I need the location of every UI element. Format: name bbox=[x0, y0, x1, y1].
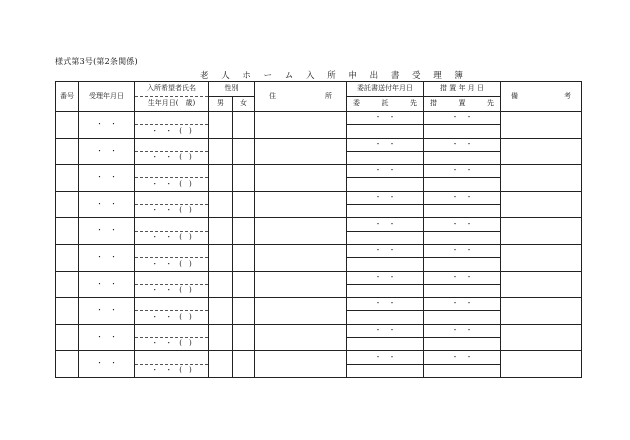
header-sex: 性別 bbox=[209, 82, 255, 97]
table-row bbox=[56, 244, 582, 257]
header-female: 女 bbox=[233, 97, 255, 112]
cell-measure-date[interactable] bbox=[424, 271, 501, 284]
cell-applicant-name[interactable] bbox=[135, 165, 209, 178]
cell-commission-dest[interactable] bbox=[347, 205, 424, 218]
cell-applicant-name[interactable] bbox=[135, 351, 209, 364]
received-date-dots: ・ ・ bbox=[96, 199, 117, 208]
cell-applicant-name[interactable] bbox=[135, 324, 209, 337]
cell-remarks[interactable] bbox=[501, 165, 582, 192]
cell-applicant-name[interactable] bbox=[135, 112, 209, 125]
commission-date-dots: ・ ・ bbox=[374, 326, 396, 335]
commission-date-dots: ・ ・ bbox=[374, 113, 396, 122]
cell-received-date[interactable] bbox=[79, 324, 135, 351]
cell-measure-date[interactable] bbox=[424, 191, 501, 204]
cell-female[interactable] bbox=[233, 271, 255, 298]
cell-remarks[interactable] bbox=[501, 298, 582, 325]
cell-commission-dest[interactable] bbox=[347, 364, 424, 377]
birth-date-dots: ・ ・ ( ) bbox=[151, 259, 192, 268]
birth-date-dots: ・ ・ ( ) bbox=[151, 286, 192, 295]
received-date-dots: ・ ・ bbox=[96, 306, 117, 315]
cell-measure-dest[interactable] bbox=[424, 125, 501, 138]
cell-measure-dest[interactable] bbox=[424, 231, 501, 244]
cell-address[interactable] bbox=[255, 165, 347, 192]
cell-male[interactable] bbox=[209, 138, 233, 165]
cell-male[interactable] bbox=[209, 351, 233, 378]
cell-measure-date[interactable] bbox=[424, 298, 501, 311]
cell-female[interactable] bbox=[233, 324, 255, 351]
header-commission-date: 委託書送付年月日 bbox=[347, 82, 424, 97]
cell-commission-date[interactable] bbox=[347, 244, 424, 257]
birth-date-dots: ・ ・ ( ) bbox=[151, 312, 192, 321]
cell-measure-date[interactable] bbox=[424, 138, 501, 151]
cell-birth-date[interactable] bbox=[135, 338, 209, 351]
cell-address[interactable] bbox=[255, 298, 347, 325]
cell-remarks[interactable] bbox=[501, 138, 582, 165]
table-row bbox=[56, 218, 582, 231]
commission-date-dots: ・ ・ bbox=[374, 352, 396, 361]
cell-received-date[interactable] bbox=[79, 218, 135, 245]
cell-applicant-name[interactable] bbox=[135, 138, 209, 151]
cell-commission-date[interactable] bbox=[347, 218, 424, 231]
cell-birth-date[interactable] bbox=[135, 151, 209, 164]
cell-commission-date[interactable] bbox=[347, 271, 424, 284]
measure-date-dots: ・ ・ bbox=[451, 166, 473, 175]
cell-address[interactable] bbox=[255, 324, 347, 351]
header-measure-dest: 措 置 先 bbox=[424, 97, 501, 112]
cell-commission-dest[interactable] bbox=[347, 284, 424, 297]
header-received-date: 受理年月日 bbox=[79, 82, 135, 112]
header-remarks bbox=[501, 82, 582, 112]
cell-address[interactable] bbox=[255, 271, 347, 298]
cell-measure-dest[interactable] bbox=[424, 151, 501, 164]
cell-received-date[interactable] bbox=[79, 298, 135, 325]
cell-number[interactable] bbox=[56, 351, 79, 378]
cell-female[interactable] bbox=[233, 244, 255, 271]
cell-measure-date[interactable] bbox=[424, 165, 501, 178]
cell-remarks[interactable] bbox=[501, 324, 582, 351]
commission-date-dots: ・ ・ bbox=[374, 193, 396, 202]
measure-date-dots: ・ ・ bbox=[451, 113, 473, 122]
cell-commission-date[interactable] bbox=[347, 138, 424, 151]
cell-measure-dest[interactable] bbox=[424, 178, 501, 191]
cell-address[interactable] bbox=[255, 351, 347, 378]
cell-commission-date[interactable] bbox=[347, 351, 424, 364]
cell-number[interactable] bbox=[56, 298, 79, 325]
header-remarks-right: 考 bbox=[564, 91, 571, 100]
table-row bbox=[56, 298, 582, 311]
cell-number[interactable] bbox=[56, 112, 79, 139]
cell-applicant-name[interactable] bbox=[135, 191, 209, 204]
cell-birth-date[interactable] bbox=[135, 284, 209, 297]
cell-male[interactable] bbox=[209, 298, 233, 325]
header-remarks-left: 備 bbox=[511, 91, 518, 100]
cell-received-date[interactable] bbox=[79, 271, 135, 298]
cell-number[interactable] bbox=[56, 218, 79, 245]
commission-date-dots: ・ ・ bbox=[374, 166, 396, 175]
cell-measure-dest[interactable] bbox=[424, 338, 501, 351]
measure-date-dots: ・ ・ bbox=[451, 326, 473, 335]
cell-female[interactable] bbox=[233, 298, 255, 325]
measure-date-dots: ・ ・ bbox=[451, 139, 473, 148]
header-number: 番号 bbox=[56, 82, 79, 112]
cell-male[interactable] bbox=[209, 165, 233, 192]
birth-date-dots: ・ ・ ( ) bbox=[151, 153, 192, 162]
cell-commission-dest[interactable] bbox=[347, 338, 424, 351]
commission-date-dots: ・ ・ bbox=[374, 272, 396, 281]
header-birth-date: 生年月日( 歳) bbox=[135, 97, 209, 112]
cell-commission-dest[interactable] bbox=[347, 231, 424, 244]
header-address-left: 住 bbox=[269, 91, 276, 100]
measure-date-dots: ・ ・ bbox=[451, 299, 473, 308]
received-date-dots: ・ ・ bbox=[96, 332, 117, 341]
table-row bbox=[56, 112, 582, 125]
received-date-dots: ・ ・ bbox=[96, 252, 117, 261]
cell-commission-date[interactable] bbox=[347, 165, 424, 178]
table-row bbox=[56, 138, 582, 151]
cell-female[interactable] bbox=[233, 218, 255, 245]
cell-commission-date[interactable] bbox=[347, 324, 424, 337]
cell-birth-date[interactable] bbox=[135, 178, 209, 191]
commission-date-dots: ・ ・ bbox=[374, 299, 396, 308]
cell-male[interactable] bbox=[209, 244, 233, 271]
measure-date-dots: ・ ・ bbox=[451, 352, 473, 361]
received-date-dots: ・ ・ bbox=[96, 359, 117, 368]
form-title: 老 人 ホ ー ム 入 所 申 出 書 受 理 簿 bbox=[200, 71, 468, 81]
birth-date-dots: ・ ・ ( ) bbox=[151, 206, 192, 215]
cell-applicant-name[interactable] bbox=[135, 244, 209, 257]
cell-received-date[interactable] bbox=[79, 351, 135, 378]
cell-number[interactable] bbox=[56, 191, 79, 218]
cell-address[interactable] bbox=[255, 112, 347, 139]
cell-male[interactable] bbox=[209, 191, 233, 218]
cell-received-date[interactable] bbox=[79, 112, 135, 139]
cell-address[interactable] bbox=[255, 218, 347, 245]
cell-remarks[interactable] bbox=[501, 351, 582, 378]
cell-female[interactable] bbox=[233, 351, 255, 378]
cell-commission-date[interactable] bbox=[347, 112, 424, 125]
cell-measure-date[interactable] bbox=[424, 244, 501, 257]
cell-birth-date[interactable] bbox=[135, 258, 209, 271]
cell-female[interactable] bbox=[233, 138, 255, 165]
cell-address[interactable] bbox=[255, 138, 347, 165]
header-address bbox=[255, 82, 347, 112]
received-date-dots: ・ ・ bbox=[96, 146, 117, 155]
cell-male[interactable] bbox=[209, 112, 233, 139]
header-male: 男 bbox=[209, 97, 233, 112]
commission-date-dots: ・ ・ bbox=[374, 219, 396, 228]
commission-date-dots: ・ ・ bbox=[374, 246, 396, 255]
received-date-dots: ・ ・ bbox=[96, 173, 117, 182]
cell-female[interactable] bbox=[233, 165, 255, 192]
cell-commission-dest[interactable] bbox=[347, 125, 424, 138]
cell-commission-dest[interactable] bbox=[347, 311, 424, 324]
cell-birth-date[interactable] bbox=[135, 311, 209, 324]
cell-male[interactable] bbox=[209, 324, 233, 351]
cell-number[interactable] bbox=[56, 244, 79, 271]
cell-commission-date[interactable] bbox=[347, 191, 424, 204]
measure-date-dots: ・ ・ bbox=[451, 219, 473, 228]
cell-male[interactable] bbox=[209, 271, 233, 298]
header-applicant-name: 入所希望者氏名 bbox=[135, 82, 209, 97]
cell-remarks[interactable] bbox=[501, 218, 582, 245]
cell-applicant-name[interactable] bbox=[135, 271, 209, 284]
cell-male[interactable] bbox=[209, 218, 233, 245]
cell-remarks[interactable] bbox=[501, 244, 582, 271]
birth-date-dots: ・ ・ ( ) bbox=[151, 232, 192, 241]
cell-measure-dest[interactable] bbox=[424, 205, 501, 218]
cell-birth-date[interactable] bbox=[135, 205, 209, 218]
cell-applicant-name[interactable] bbox=[135, 218, 209, 231]
birth-date-dots: ・ ・ ( ) bbox=[151, 339, 192, 348]
cell-number[interactable] bbox=[56, 165, 79, 192]
header-commission-dest: 委 託 先 bbox=[347, 97, 424, 112]
form-number: 様式第3号(第2条関係) bbox=[55, 57, 138, 66]
cell-received-date[interactable] bbox=[79, 138, 135, 165]
register-body bbox=[56, 112, 582, 378]
cell-number[interactable] bbox=[56, 138, 79, 165]
cell-received-date[interactable] bbox=[79, 165, 135, 192]
cell-measure-dest[interactable] bbox=[424, 311, 501, 324]
table-row bbox=[56, 191, 582, 204]
cell-measure-date[interactable] bbox=[424, 351, 501, 364]
cell-birth-date[interactable] bbox=[135, 231, 209, 244]
cell-remarks[interactable] bbox=[501, 191, 582, 218]
cell-number[interactable] bbox=[56, 324, 79, 351]
cell-measure-dest[interactable] bbox=[424, 364, 501, 377]
cell-received-date[interactable] bbox=[79, 191, 135, 218]
cell-remarks[interactable] bbox=[501, 271, 582, 298]
commission-date-dots: ・ ・ bbox=[374, 139, 396, 148]
cell-received-date[interactable] bbox=[79, 244, 135, 271]
birth-date-dots: ・ ・ ( ) bbox=[151, 365, 192, 374]
cell-measure-dest[interactable] bbox=[424, 258, 501, 271]
cell-birth-date[interactable] bbox=[135, 364, 209, 377]
received-date-dots: ・ ・ bbox=[96, 119, 117, 128]
table-row bbox=[56, 351, 582, 364]
cell-commission-dest[interactable] bbox=[347, 258, 424, 271]
cell-remarks[interactable] bbox=[501, 112, 582, 139]
cell-measure-dest[interactable] bbox=[424, 284, 501, 297]
table-row bbox=[56, 165, 582, 178]
cell-measure-date[interactable] bbox=[424, 112, 501, 125]
cell-address[interactable] bbox=[255, 191, 347, 218]
cell-applicant-name[interactable] bbox=[135, 298, 209, 311]
measure-date-dots: ・ ・ bbox=[451, 246, 473, 255]
received-date-dots: ・ ・ bbox=[96, 279, 117, 288]
measure-date-dots: ・ ・ bbox=[451, 272, 473, 281]
cell-birth-date[interactable] bbox=[135, 125, 209, 138]
table-row bbox=[56, 271, 582, 284]
register-table bbox=[55, 81, 582, 378]
birth-date-dots: ・ ・ ( ) bbox=[151, 179, 192, 188]
cell-measure-date[interactable] bbox=[424, 218, 501, 231]
received-date-dots: ・ ・ bbox=[96, 226, 117, 235]
measure-date-dots: ・ ・ bbox=[451, 193, 473, 202]
table-row bbox=[56, 324, 582, 337]
cell-address[interactable] bbox=[255, 244, 347, 271]
cell-commission-dest[interactable] bbox=[347, 151, 424, 164]
cell-female[interactable] bbox=[233, 112, 255, 139]
birth-date-dots: ・ ・ ( ) bbox=[151, 126, 192, 135]
cell-measure-date[interactable] bbox=[424, 324, 501, 337]
header-measure-date: 措 置 年 月 日 bbox=[424, 82, 501, 97]
cell-female[interactable] bbox=[233, 191, 255, 218]
cell-commission-dest[interactable] bbox=[347, 178, 424, 191]
cell-commission-date[interactable] bbox=[347, 298, 424, 311]
header-address-right: 所 bbox=[325, 91, 332, 100]
cell-number[interactable] bbox=[56, 271, 79, 298]
